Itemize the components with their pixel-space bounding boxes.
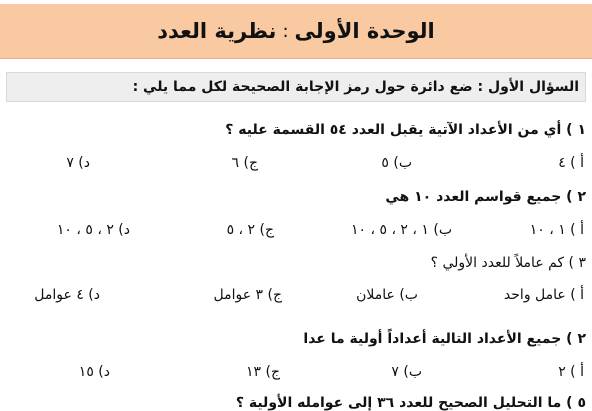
q3-option-d: د) ٤ عوامل: [34, 287, 100, 303]
q3-option-c: ج) ٣ عوامل: [213, 287, 282, 303]
unit-subject: نظرية العدد: [157, 19, 277, 43]
question-1: ١ ) أي من الأعداد الآتية يقبل العدد ٥٤ القسمة عليه ؟: [225, 122, 586, 138]
q2-option-a: أ ) ١ ، ١٠: [529, 222, 584, 238]
q1-option-c: ج) ٦: [231, 155, 258, 171]
q4-option-a: أ ) ٢: [558, 364, 584, 380]
question-3: ٣ ) كم عاملاً للعدد الأولي ؟: [430, 255, 586, 271]
question-5: ٥ ) ما التحليل الصحيح للعدد ٣٦ إلى عوامله الأولية ؟: [235, 395, 586, 411]
q1-option-d: د) ٧: [66, 155, 90, 171]
question-4: ٢ ) جميع الأعداد التالية أعداداً أولية ما عدا: [303, 331, 586, 347]
question-2: ٢ ) جميع قواسم العدد ١٠ هي: [385, 189, 586, 205]
unit-title-banner: [0, 4, 592, 59]
q4-option-d: د) ١٥: [78, 364, 110, 380]
q3-option-a: أ ) عامل واحد: [503, 287, 584, 303]
q3-option-b: ب) عاملان: [356, 287, 418, 303]
instruction-box: [6, 72, 586, 102]
q1-option-b: ب) ٥: [381, 155, 412, 171]
q2-option-d: د) ٢ ، ٥ ، ١٠: [56, 222, 130, 238]
q4-option-c: ج) ١٣: [246, 364, 280, 380]
q2-option-c: ج) ٢ ، ٥: [226, 222, 274, 238]
q1-option-a: أ ) ٤: [558, 155, 584, 171]
title-separator: :: [282, 20, 289, 42]
q4-option-b: ب) ٧: [391, 364, 422, 380]
unit-title: الوحدة الأولى: [294, 19, 435, 43]
q2-option-b: ب) ١ ، ٢ ، ٥ ، ١٠: [351, 222, 452, 238]
instruction-text: السؤال الأول : ضع دائرة حول رمز الإجابة الصحيحة لكل مما يلي :: [132, 79, 579, 95]
